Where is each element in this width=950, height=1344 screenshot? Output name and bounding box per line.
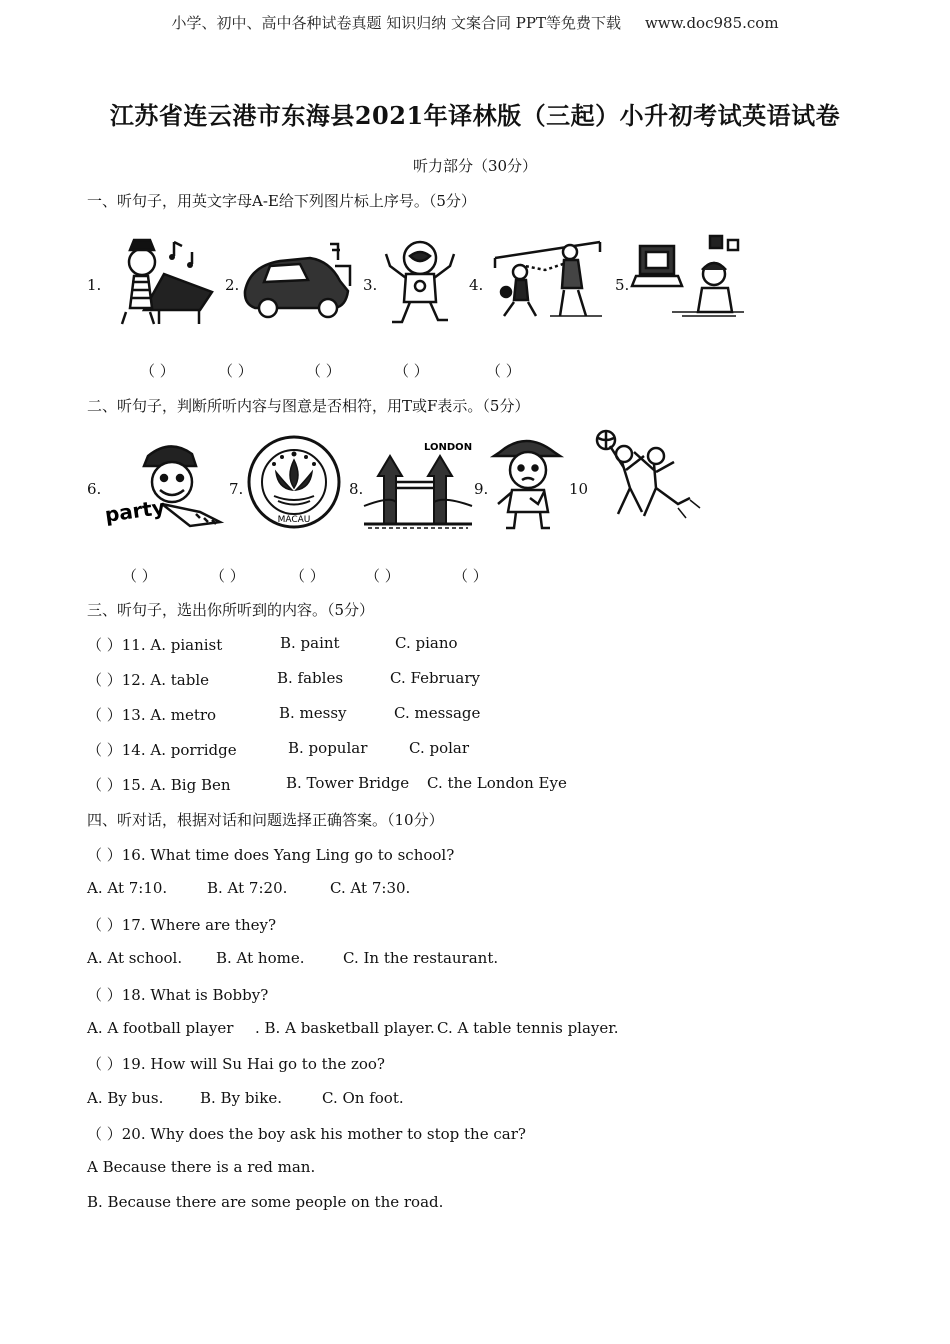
answer-blank-10[interactable]: （ ） — [453, 567, 488, 585]
pic-number-3: 3. — [363, 276, 378, 294]
question-13: （ ）13. A. metro — [87, 706, 217, 724]
pic-number-8: 8. — [349, 480, 364, 498]
answer-blank-7[interactable]: （ ） — [210, 567, 245, 585]
question-16-option-b[interactable]: B. At 7:20. — [207, 879, 288, 897]
question-15-option-c[interactable]: C. the London Eye — [427, 774, 567, 792]
pic-number-6: 6. — [87, 480, 102, 498]
macau-emblem-picture — [246, 434, 342, 530]
answer-blank-4[interactable]: （ ） — [394, 362, 429, 380]
pic-number-9: 9. — [474, 480, 489, 498]
page-header — [0, 12, 950, 33]
piano-player-picture — [104, 232, 214, 327]
answer-blank-8[interactable]: （ ） — [290, 567, 325, 585]
question-20: （ ）20. Why does the boy ask his mother to stop the car? — [87, 1125, 526, 1143]
question-18-option-b[interactable]: . B. A basketball player. — [255, 1019, 435, 1037]
question-17: （ ）17. Where are they? — [87, 916, 277, 934]
question-19: （ ）19. How will Su Hai go to the zoo? — [87, 1055, 385, 1073]
question-16-option-a[interactable]: A. At 7:10. — [87, 879, 168, 897]
question-14: （ ）14. A. porridge — [87, 741, 237, 759]
question-19-option-b[interactable]: B. By bike. — [200, 1089, 282, 1107]
question-19-option-c[interactable]: C. On foot. — [322, 1089, 404, 1107]
section4-heading: 四、听对话，根据对话和问题选择正确答案。（10分） — [87, 811, 444, 829]
question-13-option-b[interactable]: B. messy — [279, 704, 347, 722]
question-19-option-a[interactable]: A. By bus. — [87, 1089, 164, 1107]
section2-heading: 二、听句子，判断所听内容与图意是否相符，用T或F表示。（5分） — [87, 397, 530, 415]
listening-subtitle: 听力部分（30分） — [412, 157, 538, 175]
section1-heading: 一、听句子，用英文字母A-E给下列图片标上序号。（5分） — [87, 192, 476, 210]
question-11: （ ）11. A. pianist — [87, 636, 223, 654]
question-15-option-b[interactable]: B. Tower Bridge — [286, 774, 410, 792]
question-11-option-b[interactable]: B. paint — [280, 634, 340, 652]
section3-heading: 三、听句子，选出你所听到的内容。（5分） — [87, 601, 375, 619]
answer-blank-1[interactable]: （ ） — [140, 362, 175, 380]
table-tennis-picture — [490, 240, 605, 322]
party-clown-picture — [100, 438, 228, 530]
question-16-option-c[interactable]: C. At 7:30. — [330, 879, 411, 897]
question-18-option-a[interactable]: A. A football player — [87, 1019, 234, 1037]
answer-blank-2[interactable]: （ ） — [218, 362, 253, 380]
basketball-players-picture — [594, 428, 706, 532]
header-text: 小学、初中、高中各种试卷真题 知识归纳 文案合同 PPT等免费下载 — [171, 14, 621, 32]
question-17-option-b[interactable]: B. At home. — [216, 949, 305, 967]
question-12-option-b[interactable]: B. fables — [277, 669, 344, 687]
header-site[interactable]: www.doc985.com — [644, 14, 779, 32]
question-12-option-c[interactable]: C. February — [390, 669, 480, 687]
question-18-option-c[interactable]: C. A table tennis player. — [437, 1019, 619, 1037]
pic-number-7: 7. — [229, 480, 244, 498]
answer-blank-9[interactable]: （ ） — [365, 567, 400, 585]
question-12: （ ）12. A. table — [87, 671, 210, 689]
tower-bridge-picture — [364, 436, 474, 532]
question-14-option-c[interactable]: C. polar — [409, 739, 470, 757]
question-17-option-c[interactable]: C. In the restaurant. — [343, 949, 499, 967]
answer-blank-6[interactable]: （ ） — [122, 567, 157, 585]
answer-blank-5[interactable]: （ ） — [486, 362, 521, 380]
london-label: LONDON — [424, 442, 473, 453]
question-17-option-a[interactable]: A. At school. — [87, 949, 183, 967]
question-20-option-a[interactable]: A Because there is a red man. — [87, 1158, 316, 1176]
question-14-option-b[interactable]: B. popular — [288, 739, 368, 757]
computer-girl-picture — [632, 232, 747, 324]
pic-number-10: 10 — [569, 480, 589, 498]
pic-number-5: 5. — [615, 276, 630, 294]
question-11-option-c[interactable]: C. piano — [395, 634, 458, 652]
sick-boy-picture — [490, 432, 566, 532]
exam-title: 江苏省连云港市东海县2021年译林版（三起）小升初考试英语试卷 — [109, 101, 841, 130]
pic-number-4: 4. — [469, 276, 484, 294]
question-15: （ ）15. A. Big Ben — [87, 776, 231, 794]
car-picture — [240, 236, 355, 326]
answer-blank-3[interactable]: （ ） — [306, 362, 341, 380]
astronaut-picture — [380, 236, 460, 328]
pic-number-1: 1. — [87, 276, 102, 294]
party-label: party — [103, 494, 167, 527]
question-16: （ ）16. What time does Yang Ling go to school? — [87, 846, 455, 864]
question-13-option-c[interactable]: C. message — [394, 704, 481, 722]
question-20-option-b[interactable]: B. Because there are some people on the road. — [87, 1193, 444, 1211]
question-18: （ ）18. What is Bobby? — [87, 986, 269, 1004]
pic-number-2: 2. — [225, 276, 240, 294]
macau-label: MACAU — [277, 515, 311, 525]
